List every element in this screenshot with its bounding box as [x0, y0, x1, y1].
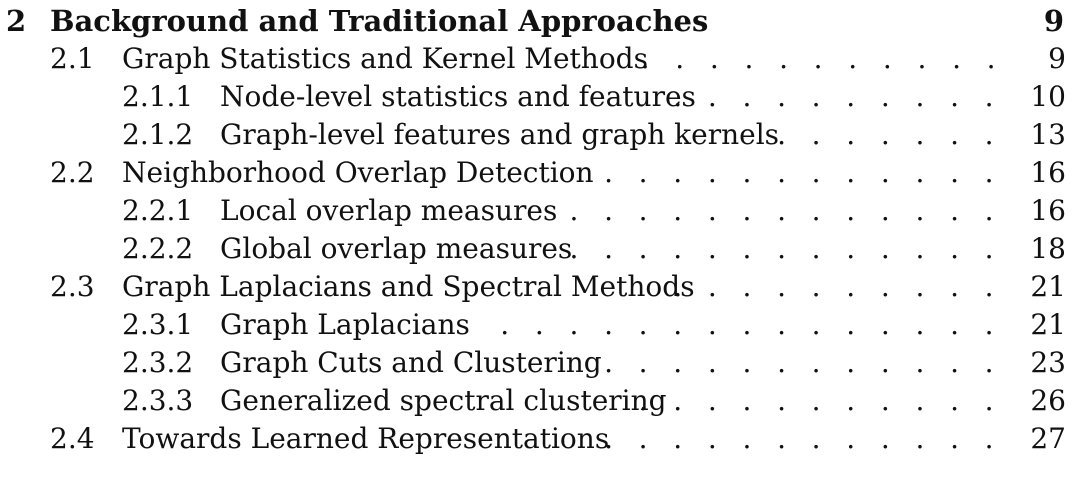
subsection-number: 2.3.1: [122, 308, 194, 341]
subsection-page-number: 18: [1030, 232, 1066, 265]
toc-section-row[interactable]: [0, 420, 1080, 458]
section-number: 2.4: [50, 422, 95, 455]
toc-chapter-row[interactable]: [0, 2, 1080, 40]
section-title: Graph Laplacians and Spectral Methods: [122, 270, 695, 303]
dot-leader: [546, 197, 1002, 225]
dot-leader: [472, 311, 1002, 339]
chapter-number: 2: [6, 3, 27, 38]
subsection-page-number: 23: [1030, 346, 1066, 379]
subsection-number: 2.1.2: [122, 118, 194, 151]
subsection-page-number: 10: [1030, 80, 1066, 113]
toc-subsection-row[interactable]: [0, 382, 1080, 420]
dot-leader: [558, 235, 1002, 263]
toc-section-row[interactable]: [0, 40, 1080, 78]
subsection-page-number: 21: [1030, 308, 1066, 341]
subsection-title: Node-level statistics and features: [220, 80, 696, 113]
section-title: Neighborhood Overlap Detection: [122, 156, 594, 189]
subsection-title: Graph Laplacians: [220, 308, 470, 341]
section-title: Graph Statistics and Kernel Methods: [122, 42, 648, 75]
dot-leader: [672, 273, 1002, 301]
subsection-title: Global overlap measures: [220, 232, 573, 265]
toc-subsection-row[interactable]: [0, 344, 1080, 382]
toc-section-row[interactable]: [0, 268, 1080, 306]
dot-leader: [632, 45, 1004, 73]
section-number: 2.2: [50, 156, 95, 189]
section-page-number: 21: [1030, 270, 1066, 303]
dot-leader: [750, 121, 1002, 149]
toc-subsection-row[interactable]: [0, 306, 1080, 344]
subsection-title: Generalized spectral clustering: [220, 384, 667, 417]
dot-leader: [586, 425, 1002, 453]
subsection-number: 2.1.1: [122, 80, 194, 113]
subsection-number: 2.2.2: [122, 232, 194, 265]
subsection-title: Graph-level features and graph kernels: [220, 118, 780, 151]
chapter-title: Background and Traditional Approaches: [50, 3, 709, 38]
subsection-page-number: 13: [1030, 118, 1066, 151]
section-page-number: 16: [1030, 156, 1066, 189]
subsection-number: 2.3.2: [122, 346, 194, 379]
subsection-number: 2.2.1: [122, 194, 194, 227]
toc-subsection-row[interactable]: [0, 230, 1080, 268]
dot-leader: [580, 159, 1002, 187]
section-number: 2.3: [50, 270, 95, 303]
subsection-number: 2.3.3: [122, 384, 194, 417]
toc-subsection-row[interactable]: [0, 78, 1080, 116]
dot-leader: [672, 83, 1002, 111]
section-page-number: 27: [1030, 422, 1066, 455]
section-number: 2.1: [50, 42, 95, 75]
dot-leader: [642, 387, 1002, 415]
chapter-page-number: 9: [1043, 3, 1064, 38]
toc-subsection-row[interactable]: [0, 116, 1080, 154]
toc-subsection-row[interactable]: [0, 192, 1080, 230]
section-title: Towards Learned Representations: [122, 422, 610, 455]
subsection-page-number: 26: [1030, 384, 1066, 417]
dot-leader: [598, 349, 1002, 377]
subsection-title: Graph Cuts and Clustering: [220, 346, 602, 379]
toc-section-row[interactable]: [0, 154, 1080, 192]
subsection-page-number: 16: [1030, 194, 1066, 227]
section-page-number: 9: [1048, 42, 1066, 75]
subsection-title: Local overlap measures: [220, 194, 558, 227]
